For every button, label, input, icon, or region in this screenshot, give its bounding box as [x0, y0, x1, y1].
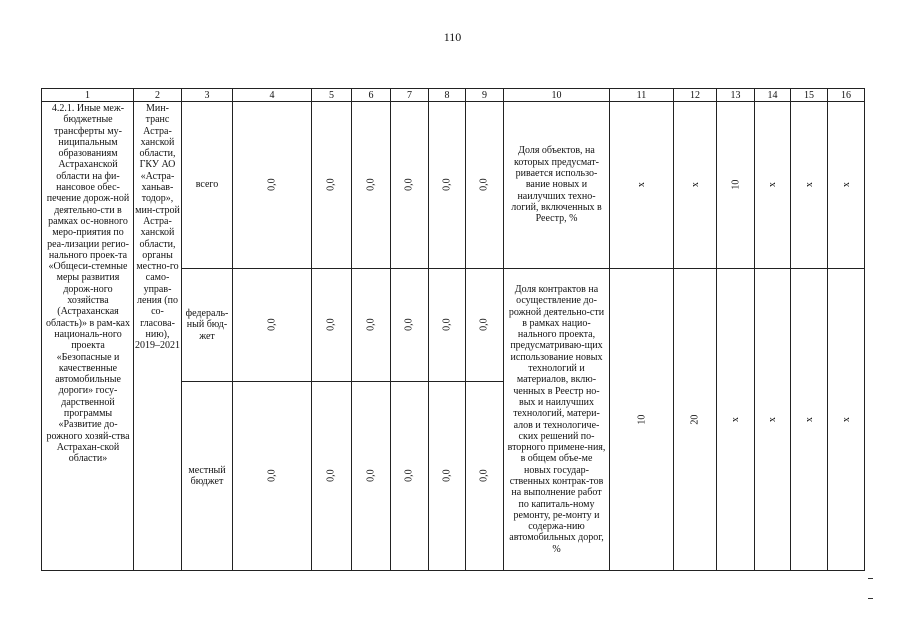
column-header: 10: [504, 89, 610, 102]
target-cell: 10: [717, 102, 755, 269]
value-cell: 0,0: [312, 102, 352, 269]
column-header: 13: [717, 89, 755, 102]
column-header: 16: [828, 89, 865, 102]
target-cell: х: [828, 102, 865, 269]
target-cell: х: [755, 102, 791, 269]
measure-name-cell: 4.2.1. Иные меж-бюджетные трансферты му-ниципальным образованиям Астраханской области на фи-нансовое обес-печение дорож-ной деятельно-сти в рамках ос-новного меро-приятия по реа-лизации регио-нального проек-та «Общеси-стемные меры развития дорож-ного хозяйства (Астраханская область)» в рам-ках националь-ного проекта «Безопасные и качественные автомобильные дороги» госу-дарственной программы «Развитие до-рожного хозяй-ства Астрахан-ской области»: [42, 102, 134, 571]
value-cell: 0,0: [466, 269, 504, 382]
data-table: [41, 88, 865, 571]
value-cell: 0,0: [429, 382, 466, 571]
column-header: 12: [674, 89, 717, 102]
target-cell: х: [791, 269, 828, 571]
target-cell: 10: [610, 269, 674, 571]
column-header: 7: [391, 89, 429, 102]
table-row: [42, 102, 865, 269]
column-header: 14: [755, 89, 791, 102]
value-cell: 0,0: [391, 382, 429, 571]
funding-source-cell: всего: [182, 102, 233, 269]
column-header: 4: [233, 89, 312, 102]
column-header: 1: [42, 89, 134, 102]
executor-cell: Мин-транс Астра-ханской области, ГКУ АО «Астра-ханьав-тодор», мин-строй Астра-ханской области, органы местно-го само-управ-ления (по со-гласова-нию), 2019–2021: [134, 102, 182, 571]
target-cell: х: [755, 269, 791, 571]
column-header: 8: [429, 89, 466, 102]
value-cell: 0,0: [312, 382, 352, 571]
target-cell: х: [717, 269, 755, 571]
column-header: 6: [352, 89, 391, 102]
value-cell: 0,0: [466, 382, 504, 571]
target-cell: х: [828, 269, 865, 571]
column-header: 5: [312, 89, 352, 102]
value-cell: 0,0: [429, 102, 466, 269]
scan-mark: [868, 598, 873, 599]
value-cell: 0,0: [466, 102, 504, 269]
funding-source-cell: федераль-ный бюд-жет: [182, 269, 233, 382]
value-cell: 0,0: [233, 102, 312, 269]
value-cell: 0,0: [352, 269, 391, 382]
value-cell: 0,0: [391, 269, 429, 382]
value-cell: 0,0: [391, 102, 429, 269]
column-header: 3: [182, 89, 233, 102]
value-cell: 0,0: [233, 269, 312, 382]
indicator-cell: Доля контрактов на осуществление до-рожной деятельно-сти в рамках нацио-нального проекта, предусматриваю-щих использование новых технологий и материалов, вклю-ченных в Реестр но-вых и наилучших технологий, матери-алов и технологиче-ских решений по-вторного примене-ния, в общем объе-ме новых государ-ственных контрак-тов на выполнение работ по капиталь-ному ремонту, ре-монту и содержа-нию автомобильных дорог, %: [504, 269, 610, 571]
value-cell: 0,0: [233, 382, 312, 571]
value-cell: 0,0: [352, 382, 391, 571]
column-header: 15: [791, 89, 828, 102]
scan-mark: [868, 578, 873, 579]
indicator-cell: Доля объектов, на которых предусмат-ривается использо-вание новых и наилучших техно-логий, включенных в Реестр, %: [504, 102, 610, 269]
value-cell: 0,0: [352, 102, 391, 269]
header-row: [42, 89, 865, 102]
value-cell: 0,0: [429, 269, 466, 382]
value-cell: 0,0: [312, 269, 352, 382]
target-cell: 20: [674, 269, 717, 571]
column-header: 2: [134, 89, 182, 102]
column-header: 9: [466, 89, 504, 102]
page-number: 110: [443, 30, 462, 44]
target-cell: х: [791, 102, 828, 269]
target-cell: х: [610, 102, 674, 269]
funding-source-cell: местный бюджет: [182, 382, 233, 571]
column-header: 11: [610, 89, 674, 102]
target-cell: х: [674, 102, 717, 269]
